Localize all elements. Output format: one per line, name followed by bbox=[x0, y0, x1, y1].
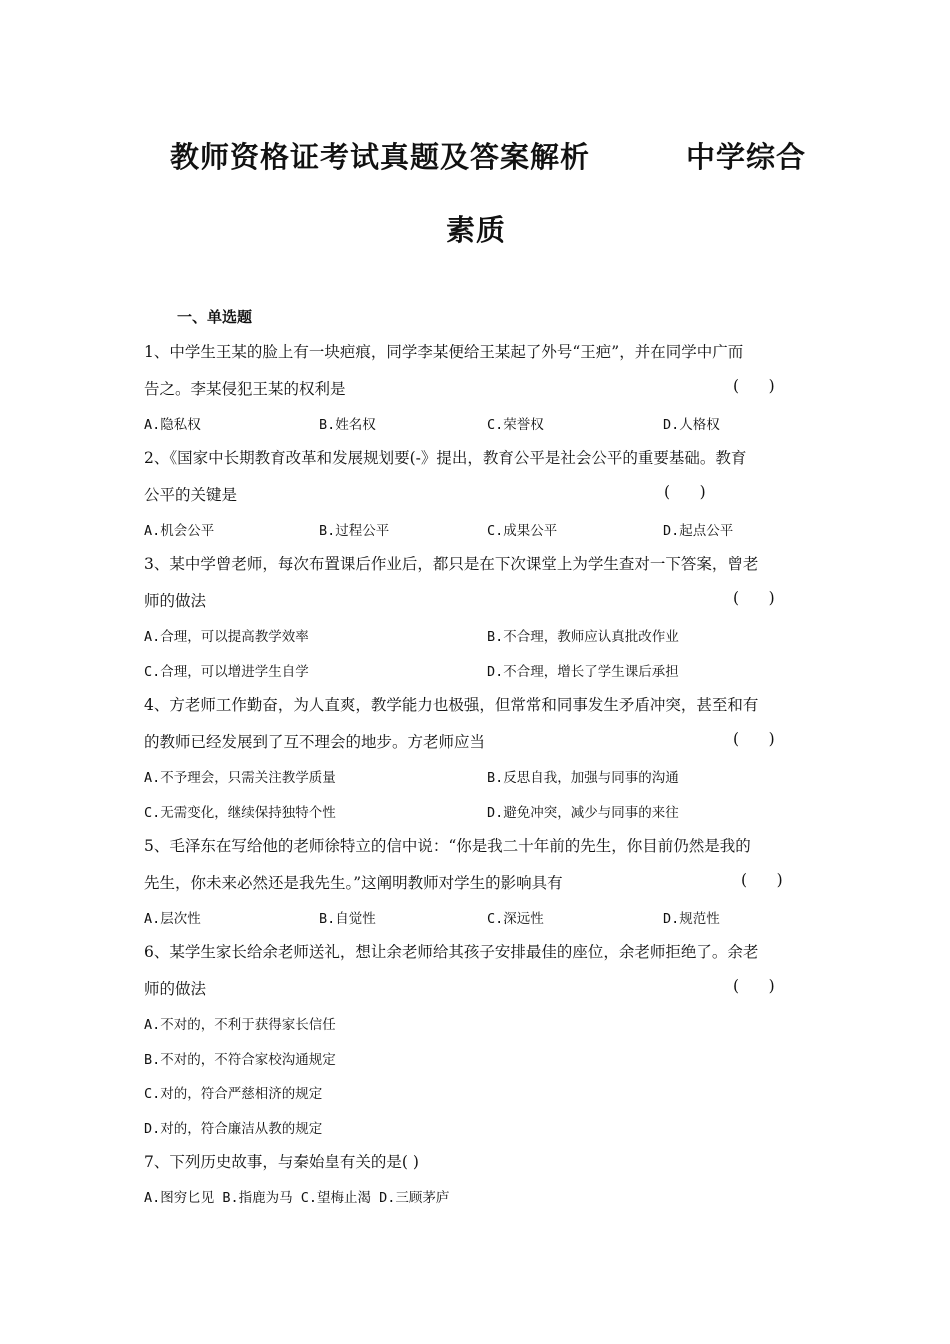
question-6-answer-blank: ( ) bbox=[733, 977, 775, 995]
question-6-option-a: A.不对的，不利于获得家长信任 bbox=[144, 1017, 336, 1033]
question-3-line-1: 3、某中学曾老师，每次布置课后作业后，都只是在下次课堂上为学生查对一下答案，曾老 bbox=[144, 555, 759, 573]
question-2-option-c: C.成果公平 bbox=[487, 523, 558, 539]
question-7-line-1: 7、下列历史故事，与秦始皇有关的是( ) bbox=[144, 1153, 419, 1171]
question-4-answer-blank: ( ) bbox=[733, 730, 775, 748]
question-3-line-2: 师的做法 bbox=[144, 592, 207, 610]
question-2-option-d: D.起点公平 bbox=[663, 523, 734, 539]
question-4-line-2: 的教师已经发展到了互不理会的地步。方老师应当 bbox=[144, 733, 486, 751]
question-6-line-2: 师的做法 bbox=[144, 980, 207, 998]
question-3-option-c: C.合理，可以增进学生自学 bbox=[144, 664, 309, 680]
question-2-answer-blank: ( ) bbox=[664, 483, 706, 501]
question-1-line-2: 告之。李某侵犯王某的权利是 bbox=[144, 380, 346, 398]
question-4-line-1: 4、方老师工作勤奋，为人直爽，教学能力也极强，但常常和同事发生矛盾冲突，甚至和有 bbox=[144, 696, 759, 714]
question-2-option-a: A.机会公平 bbox=[144, 523, 215, 539]
question-1-answer-blank: ( ) bbox=[733, 377, 775, 395]
question-2-option-b: B.过程公平 bbox=[319, 523, 390, 539]
question-5-option-a: A.层次性 bbox=[144, 911, 201, 927]
question-6-line-1: 6、某学生家长给余老师送礼，想让余老师给其孩子安排最佳的座位，余老师拒绝了。余老 bbox=[144, 943, 759, 961]
question-6-option-b: B.不对的，不符合家校沟通规定 bbox=[144, 1052, 336, 1068]
question-5-answer-blank: ( ) bbox=[741, 871, 783, 889]
question-4-option-a: A.不予理会，只需关注教学质量 bbox=[144, 770, 336, 786]
question-2-line-2: 公平的关键是 bbox=[144, 486, 238, 504]
question-1-option-a: A.隐私权 bbox=[144, 417, 201, 433]
question-5-option-c: C.深远性 bbox=[487, 911, 544, 927]
question-1-option-c: C.荣誉权 bbox=[487, 417, 544, 433]
question-1-line-1: 1、中学生王某的脸上有一块疤痕，同学李某便给王某起了外号“王疤”，并在同学中广而 bbox=[144, 343, 744, 361]
question-4-option-d: D.避免冲突，减少与同事的来往 bbox=[487, 805, 679, 821]
question-6-option-c: C.对的，符合严慈相济的规定 bbox=[144, 1086, 323, 1102]
question-4-option-c: C.无需变化，继续保持独特个性 bbox=[144, 805, 336, 821]
question-3-option-a: A.合理，可以提高教学效率 bbox=[144, 629, 309, 645]
section-heading: 一、单选题 bbox=[177, 308, 253, 326]
title-subject-continued: 素质 bbox=[446, 213, 507, 247]
question-3-answer-blank: ( ) bbox=[733, 589, 775, 607]
question-7-options: A.图穷匕见 B.指鹿为马 C.望梅止渴 D.三顾茅庐 bbox=[144, 1190, 450, 1206]
question-6-option-d: D.对的，符合廉洁从教的规定 bbox=[144, 1121, 323, 1137]
question-5-line-2: 先生，你未来必然还是我先生。”这阐明教师对学生的影响具有 bbox=[144, 874, 563, 892]
question-1-option-d: D.人格权 bbox=[663, 417, 720, 433]
question-2-line-1: 2、《国家中长期教育改革和发展规划要(-》提出，教育公平是社会公平的重要基础。教育 bbox=[144, 449, 747, 467]
title-main: 教师资格证考试真题及答案解析 bbox=[170, 140, 591, 174]
question-3-option-b: B.不合理，教师应认真批改作业 bbox=[487, 629, 679, 645]
question-4-option-b: B.反思自我，加强与同事的沟通 bbox=[487, 770, 679, 786]
question-5-option-b: B.自觉性 bbox=[319, 911, 376, 927]
question-1-option-b: B.姓名权 bbox=[319, 417, 376, 433]
question-5-option-d: D.规范性 bbox=[663, 911, 720, 927]
title-subject: 中学综合 bbox=[686, 140, 807, 174]
question-3-option-d: D.不合理，增长了学生课后承担 bbox=[487, 664, 679, 680]
question-5-line-1: 5、毛泽东在写给他的老师徐特立的信中说：“你是我二十年前的先生，你目前仍然是我的 bbox=[144, 837, 751, 855]
